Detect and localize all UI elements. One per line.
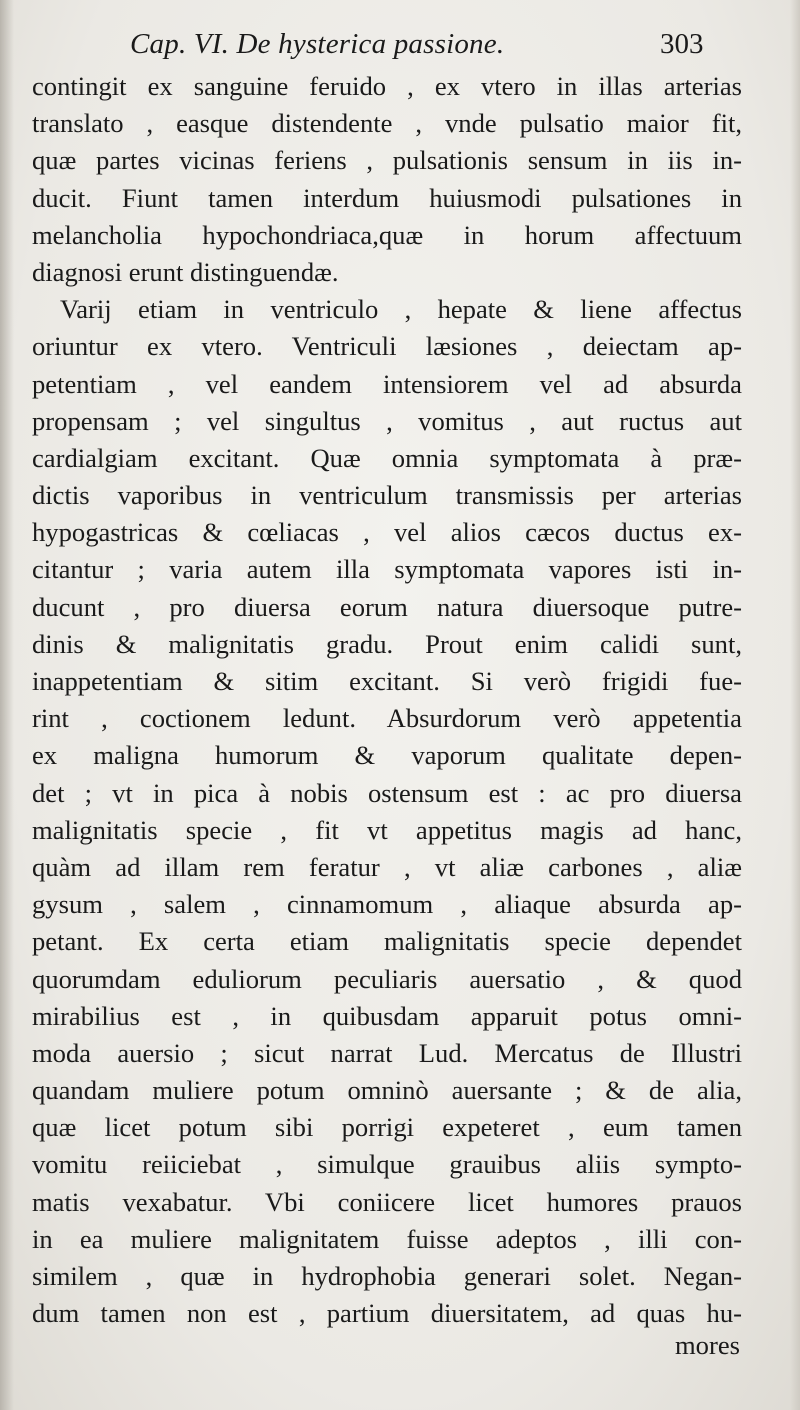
text-line: translato , easque distendente , vnde pulsatio maior fit, bbox=[32, 108, 742, 139]
text-line: in ea muliere malignitatem fuisse adeptos , illi con- bbox=[32, 1223, 742, 1254]
text-line: mirabilius est , in quibusdam apparuit potus omni- bbox=[32, 1000, 742, 1031]
text-line: hypogastricas & cœliacas , vel alios cæcos ductus ex- bbox=[32, 517, 742, 548]
text-line: petant. Ex certa etiam malignitatis specie dependet bbox=[32, 926, 742, 957]
text-line: quandam muliere potum omninò auersante ; & de alia, bbox=[32, 1075, 742, 1106]
text-line: similem , quæ in hydrophobia generari solet. Negan- bbox=[32, 1261, 742, 1291]
text-line: det ; vt in pica à nobis ostensum est : ac pro diuersa bbox=[32, 777, 742, 808]
text-line: ducit. Fiunt tamen interdum huiusmodi pulsationes in bbox=[32, 182, 742, 213]
text-line: dictis vaporibus in ventriculum transmissis per arterias bbox=[32, 480, 742, 511]
gutter-shadow bbox=[0, 0, 14, 1410]
text-line: propensam ; vel singultus , vomitus , aut ructus aut bbox=[32, 405, 742, 436]
page-edge bbox=[790, 0, 800, 1410]
text-line: ex maligna humorum & vaporum qualitate depen- bbox=[32, 740, 742, 771]
page-number: 303 bbox=[660, 28, 704, 60]
text-line: moda auersio ; sicut narrat Lud. Mercatus de Illustri bbox=[32, 1037, 742, 1068]
text-line: rint , coctionem ledunt. Absurdorum verò appetentia bbox=[32, 703, 742, 734]
text-line: malignitatis specie , fit vt appetitus magis ad hanc, bbox=[32, 814, 742, 845]
text-line: quàm ad illam rem feratur , vt aliæ carbones , aliæ bbox=[32, 851, 742, 882]
text-line: quæ partes vicinas feriens , pulsationis sensum in iis in- bbox=[32, 145, 742, 176]
text-line: citantur ; varia autem illa symptomata vapores isti in- bbox=[32, 554, 742, 585]
text-line: quorumdam eduliorum peculiaris auersatio , & quod bbox=[32, 963, 742, 994]
text-line: gysum , salem , cinnamomum , aliaque absurda ap- bbox=[32, 889, 742, 920]
text-line: dum tamen non est , partium diuersitatem, ad quas hu- bbox=[32, 1298, 742, 1329]
text-line: inappetentiam & sitim excitant. Si verò frigidi fue- bbox=[32, 666, 742, 696]
text-line: diagnosi erunt distinguendæ. bbox=[32, 256, 339, 287]
text-line: oriuntur ex vtero. Ventriculi læsiones , deiectam ap- bbox=[32, 331, 742, 362]
text-line: matis vexabatur. Vbi coniicere licet humores prauos bbox=[32, 1186, 742, 1217]
text-line: quæ licet potum sibi porrigi expeteret , eum tamen bbox=[32, 1112, 742, 1143]
text-line: ducunt , pro diuersa eorum natura diuersoque putre- bbox=[32, 591, 742, 622]
body-text bbox=[32, 68, 742, 1332]
running-head: Cap. VI. De hysterica passione. bbox=[130, 28, 505, 60]
text-line: vomitu reiiciebat , simulque grauibus aliis sympto- bbox=[32, 1149, 742, 1180]
catchword: mores bbox=[675, 1330, 740, 1360]
text-line: Varij etiam in ventriculo , hepate & liene affectus bbox=[60, 294, 742, 325]
text-line: petentiam , vel eandem intensiorem vel ad absurda bbox=[32, 368, 742, 399]
text-line: contingit ex sanguine feruido , ex vtero in illas arterias bbox=[32, 71, 742, 101]
text-line: dinis & malignitatis gradu. Prout enim calidi sunt, bbox=[32, 628, 742, 659]
text-line: melancholia hypochondriaca,quæ in horum affectuum bbox=[32, 219, 742, 250]
page-header bbox=[0, 22, 800, 72]
text-line: cardialgiam excitant. Quæ omnia symptomata à præ- bbox=[32, 442, 742, 473]
